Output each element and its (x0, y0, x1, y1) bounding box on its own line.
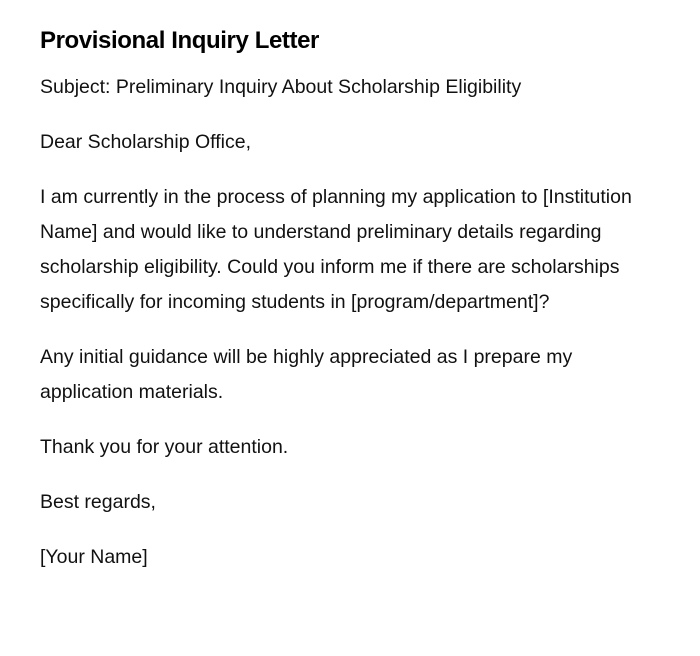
closing: Best regards, (40, 491, 156, 513)
document-title: Provisional Inquiry Letter (40, 27, 319, 54)
salutation: Dear Scholarship Office, (40, 131, 251, 153)
body-paragraph-guidance: Any initial guidance will be highly appreciated as I prepare my application materials. (40, 346, 573, 403)
body-paragraph-inquiry: I am currently in the process of planning my application to [Institution Name] and would like to understand preliminary details regarding scholarship eligibility. Could you inform me if there are scholarships specifically for incoming students in [program/department]? (40, 186, 632, 313)
body-paragraph-thanks: Thank you for your attention. (40, 436, 289, 458)
signature: [Your Name] (40, 546, 148, 568)
subject-line: Subject: Preliminary Inquiry About Scholarship Eligibility (40, 76, 522, 98)
